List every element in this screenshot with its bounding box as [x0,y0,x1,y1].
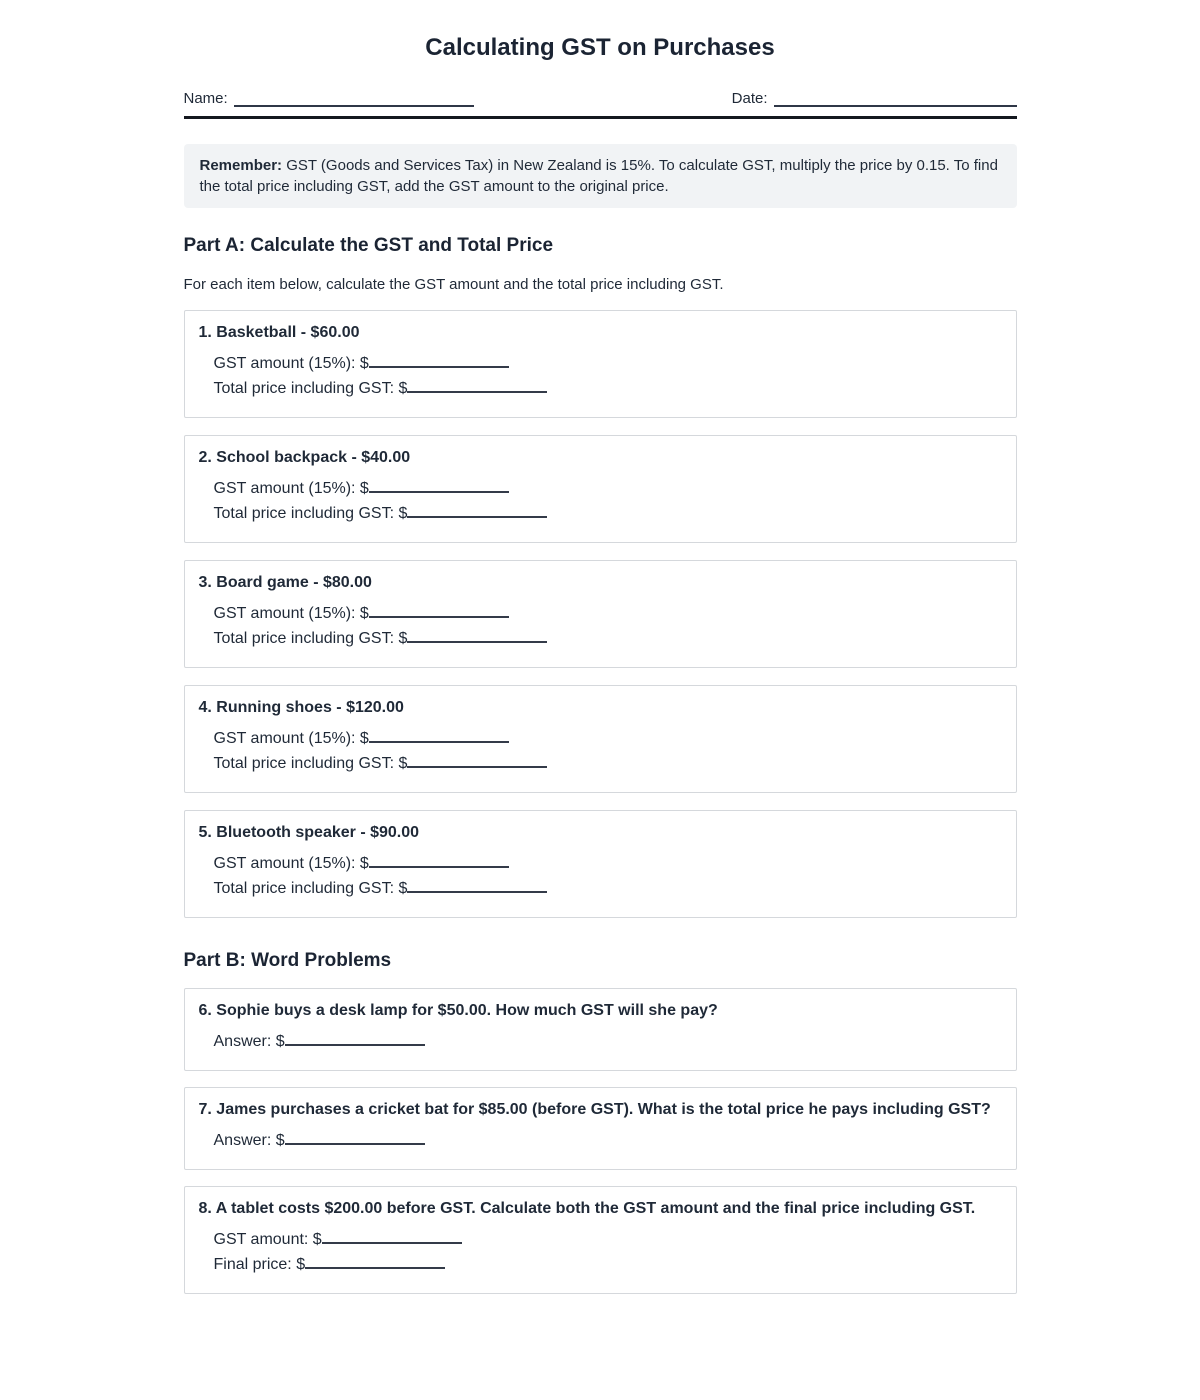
total-price-line [214,501,1000,526]
reminder-text: GST (Goods and Services Tax) in New Zealand is 15%. To calculate GST, multiply the price by 0.15. To find the total price including GST, add the GST amount to the original price. [199,156,998,195]
total-price-line [214,376,1000,401]
item-box-4 [184,685,1017,793]
header-divider [184,116,1017,119]
answer-line [214,1029,1000,1054]
total-price-line [214,876,1000,901]
gst-amount-blank [369,851,509,868]
item-title: 1. Basketball - $60.00 [198,323,360,341]
gst-amount-label: GST amount (15%): $ [213,854,369,872]
item-lines [214,351,1000,401]
worksheet-page [184,0,1017,1294]
gst-amount-line [214,1227,1000,1252]
total-price-blank [407,751,547,768]
problem-lines [214,1029,1000,1054]
date-field [732,90,1017,107]
part-a-instructions: For each item below, calculate the GST amount and the total price including GST. [183,275,724,293]
problem-box-7 [184,1087,1017,1170]
item-box-5 [184,810,1017,918]
problem-lines [214,1227,1000,1277]
gst-amount-blank [369,476,509,493]
problem-title: 8. A tablet costs $200.00 before GST. Calculate both the GST amount and the final price including GST. [198,1199,976,1217]
answer-label: Answer: $ [213,1032,285,1050]
answer-label: Answer: $ [213,1131,285,1149]
total-price-line [214,751,1000,776]
name-field [184,90,474,107]
reminder-label: Remember: [199,156,283,174]
item-title: 5. Bluetooth speaker - $90.00 [198,823,420,841]
total-price-blank [407,376,547,393]
answer-blank [285,1128,425,1145]
gst-amount-blank [369,726,509,743]
problem-box-6 [184,988,1017,1071]
gst-amount-label: GST amount (15%): $ [213,479,369,497]
item-lines [214,851,1000,901]
name-blank-line [234,91,474,107]
gst-amount-blank [369,351,509,368]
total-price-blank [407,626,547,643]
gst-amount-line [214,351,1000,376]
item-title: 3. Board game - $80.00 [198,573,372,591]
final-price-label: Final price: $ [213,1255,306,1273]
gst-amount-label: GST amount (15%): $ [213,729,369,747]
date-blank-line [774,91,1017,107]
total-price-label: Total price including GST: $ [213,629,408,647]
problem-title: 6. Sophie buys a desk lamp for $50.00. How much GST will she pay? [198,1001,718,1019]
name-date-row [184,90,1017,107]
gst-amount-blank [369,601,509,618]
item-title: 2. School backpack - $40.00 [198,448,411,466]
item-box-1 [184,310,1017,418]
total-price-label: Total price including GST: $ [213,754,408,772]
gst-amount-line [214,726,1000,751]
page-title: Calculating GST on Purchases [425,34,775,61]
total-price-label: Total price including GST: $ [213,504,408,522]
name-label: Name: [183,89,228,107]
item-box-3 [184,560,1017,668]
problem-title: 7. James purchases a cricket bat for $85.00 (before GST). What is the total price he pays including GST? [198,1100,991,1118]
final-price-blank [305,1252,445,1269]
date-label: Date: [731,89,768,107]
part-a-heading: Part A: Calculate the GST and Total Price [183,234,554,256]
total-price-blank [407,501,547,518]
gst-amount-label: GST amount (15%): $ [213,354,369,372]
item-title: 4. Running shoes - $120.00 [198,698,404,716]
problem-box-8 [184,1186,1017,1294]
gst-amount-line [214,851,1000,876]
item-lines [214,601,1000,651]
part-b-heading: Part B: Word Problems [183,949,392,971]
answer-blank [285,1029,425,1046]
problem-lines [214,1128,1000,1153]
total-price-label: Total price including GST: $ [213,379,408,397]
gst-amount-label: GST amount: $ [213,1230,322,1248]
total-price-label: Total price including GST: $ [213,879,408,897]
item-box-2 [184,435,1017,543]
answer-line [214,1128,1000,1153]
item-lines [214,476,1000,526]
total-price-line [214,626,1000,651]
total-price-blank [407,876,547,893]
item-lines [214,726,1000,776]
reminder-box [184,144,1017,208]
final-price-line [214,1252,1000,1277]
gst-amount-line [214,601,1000,626]
gst-amount-label: GST amount (15%): $ [213,604,369,622]
gst-amount-line [214,476,1000,501]
gst-amount-blank [322,1227,462,1244]
